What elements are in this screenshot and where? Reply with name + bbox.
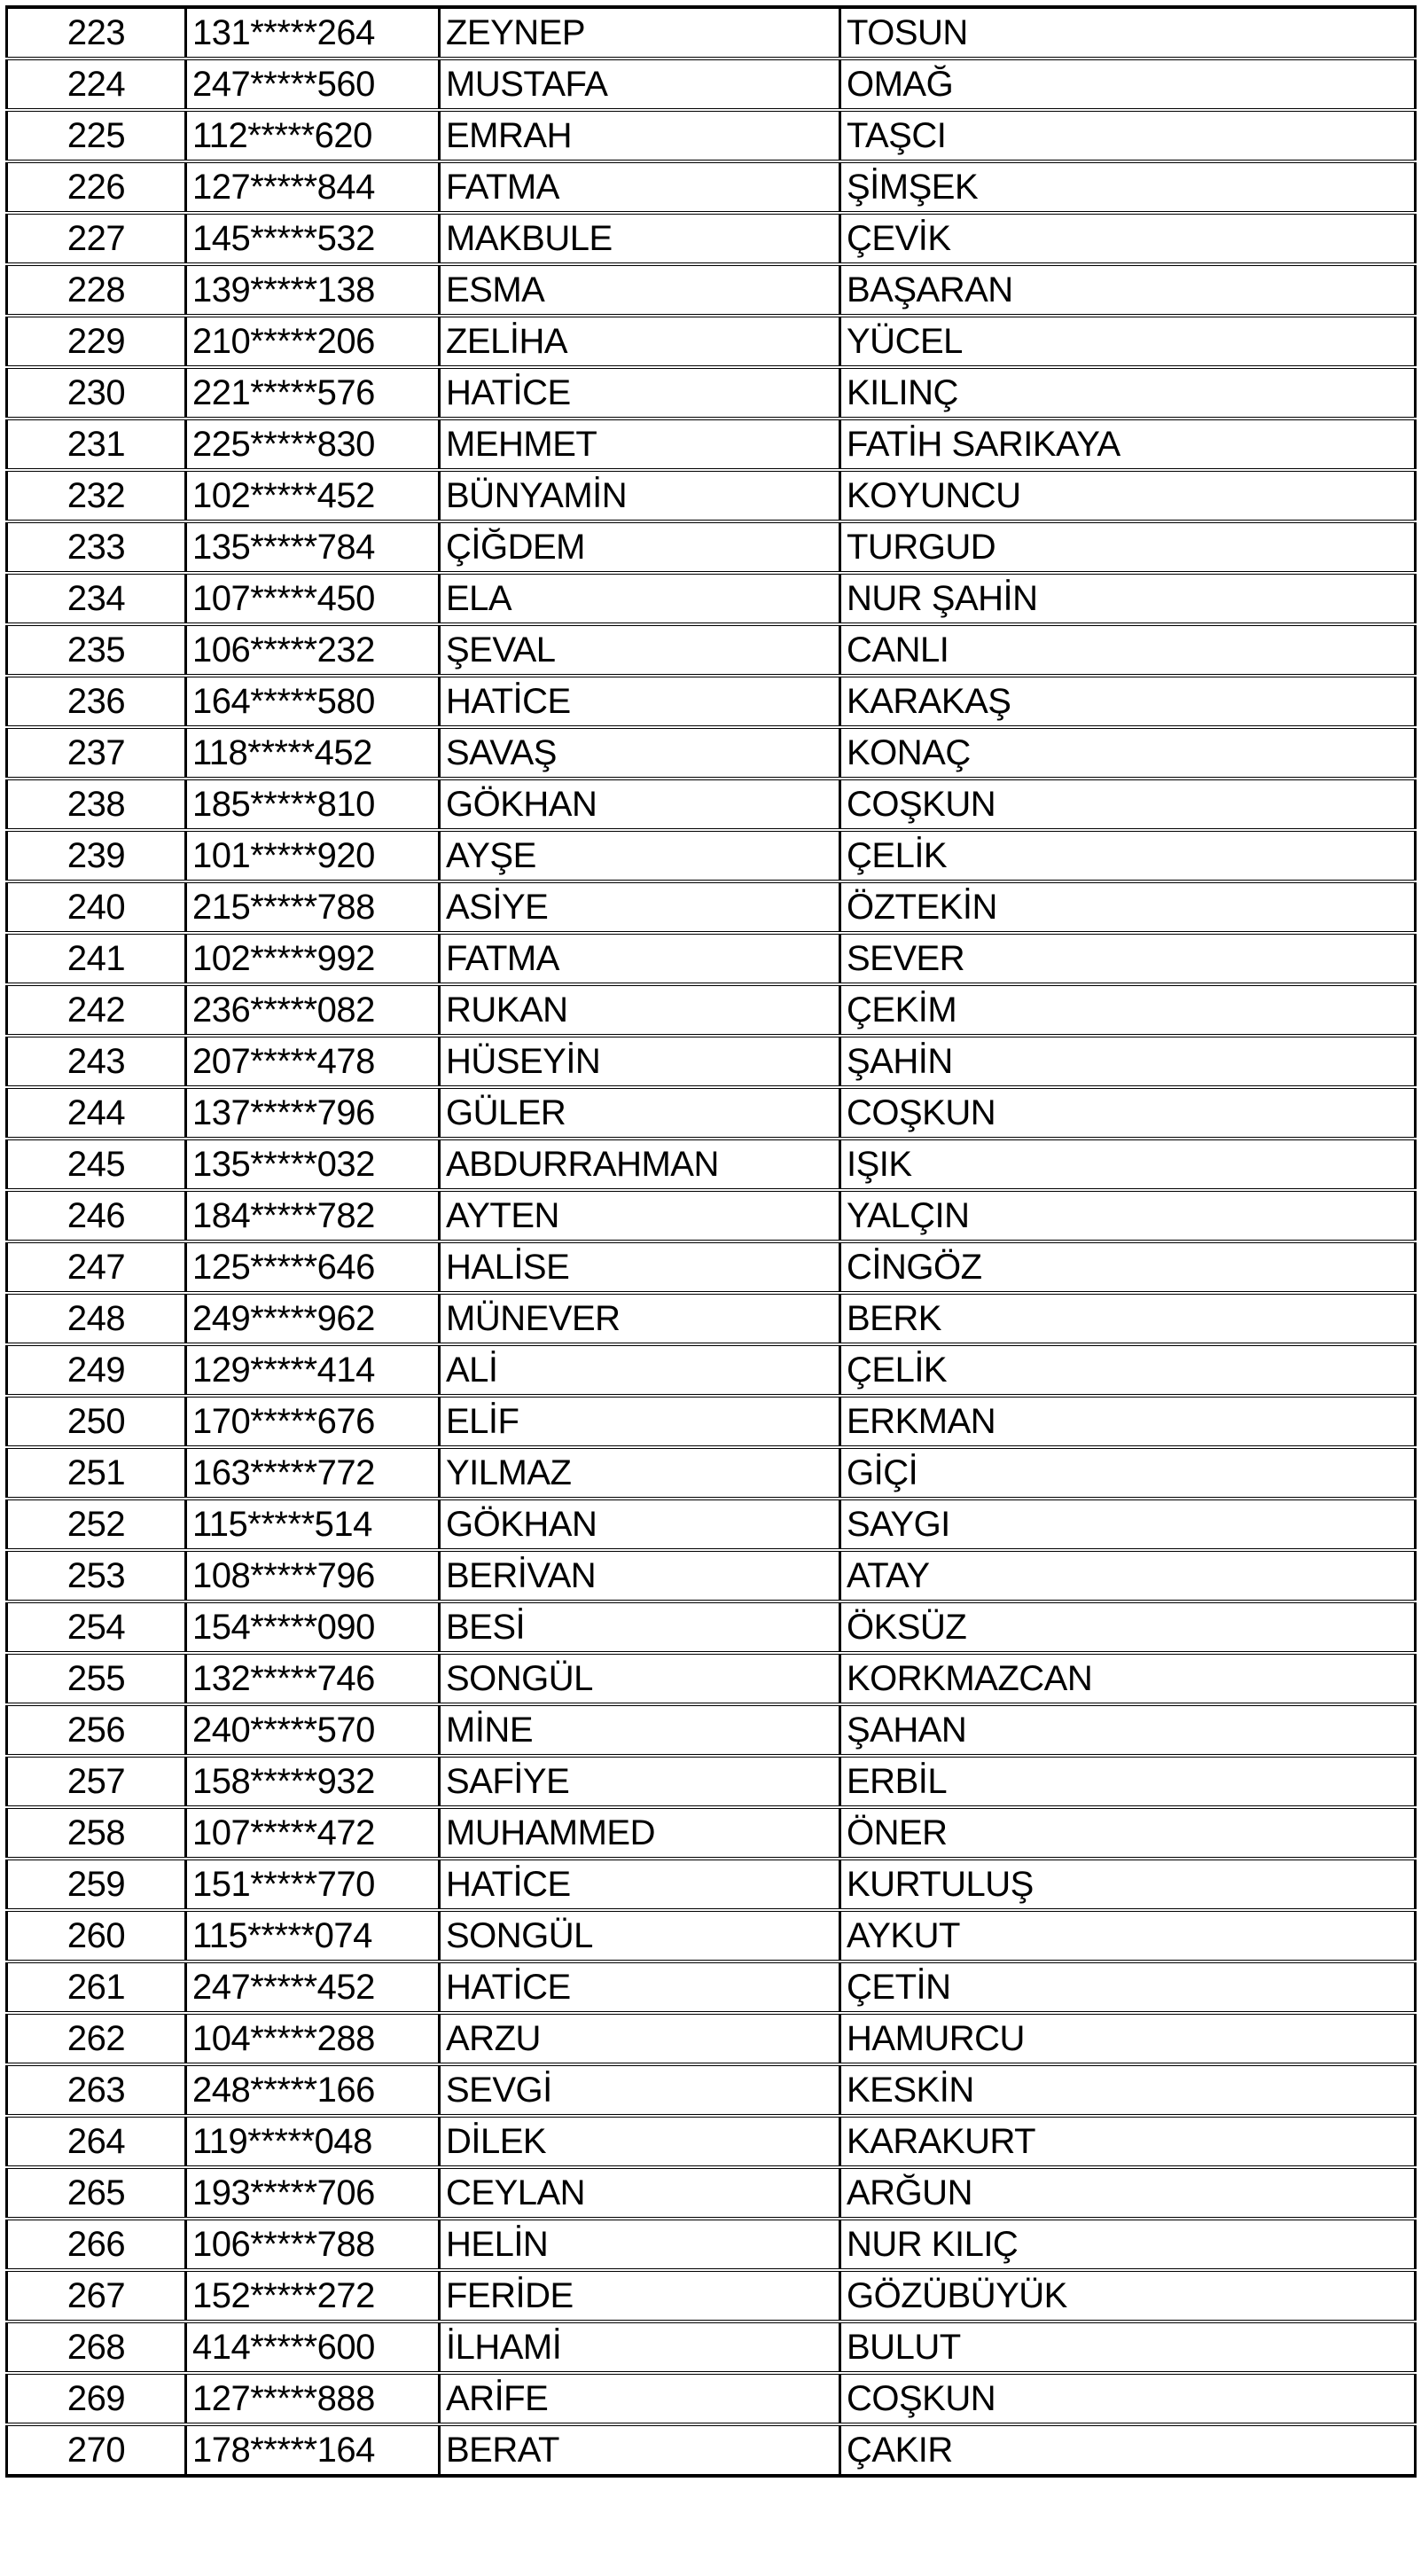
masked-id-cell: 115*****074: [186, 1910, 440, 1961]
table-row: [7, 7, 1416, 59]
table-row: [7, 573, 1416, 624]
masked-id-cell: 108*****796: [186, 1550, 440, 1601]
last-name-cell: KORKMAZCAN: [840, 1653, 1416, 1704]
table-row: [7, 1550, 1416, 1601]
table-row: [7, 2013, 1416, 2064]
last-name-cell: KURTULUŞ: [840, 1859, 1416, 1910]
row-number-cell: 235: [7, 624, 186, 676]
masked-id-cell: 118*****452: [186, 727, 440, 779]
last-name-cell: YALÇIN: [840, 1190, 1416, 1241]
row-number-cell: 260: [7, 1910, 186, 1961]
masked-id-cell: 135*****032: [186, 1139, 440, 1190]
row-number-cell: 252: [7, 1499, 186, 1550]
row-number-cell: 237: [7, 727, 186, 779]
table-row: [7, 470, 1416, 521]
last-name-cell: ÇAKIR: [840, 2424, 1416, 2476]
first-name-cell: ASİYE: [440, 881, 840, 933]
last-name-cell: ŞAHİN: [840, 1036, 1416, 1087]
row-number-cell: 266: [7, 2219, 186, 2270]
row-number-cell: 234: [7, 573, 186, 624]
table-row: [7, 316, 1416, 367]
last-name-cell: BULUT: [840, 2322, 1416, 2373]
table-row: [7, 2270, 1416, 2322]
first-name-cell: SEVGİ: [440, 2064, 840, 2116]
row-number-cell: 232: [7, 470, 186, 521]
masked-id-cell: 131*****264: [186, 7, 440, 59]
row-number-cell: 233: [7, 521, 186, 573]
masked-id-cell: 178*****164: [186, 2424, 440, 2476]
last-name-cell: TAŞCI: [840, 110, 1416, 161]
row-number-cell: 227: [7, 213, 186, 264]
masked-id-cell: 163*****772: [186, 1447, 440, 1499]
row-number-cell: 244: [7, 1087, 186, 1139]
first-name-cell: SAVAŞ: [440, 727, 840, 779]
masked-id-cell: 115*****514: [186, 1499, 440, 1550]
row-number-cell: 242: [7, 984, 186, 1036]
first-name-cell: FATMA: [440, 161, 840, 213]
row-number-cell: 256: [7, 1704, 186, 1756]
last-name-cell: TURGUD: [840, 521, 1416, 573]
first-name-cell: MEHMET: [440, 419, 840, 470]
first-name-cell: GÖKHAN: [440, 1499, 840, 1550]
first-name-cell: FATMA: [440, 933, 840, 984]
masked-id-cell: 221*****576: [186, 367, 440, 419]
row-number-cell: 226: [7, 161, 186, 213]
last-name-cell: ERBİL: [840, 1756, 1416, 1807]
table-row: [7, 1293, 1416, 1344]
table-row: [7, 110, 1416, 161]
first-name-cell: ARİFE: [440, 2373, 840, 2424]
masked-id-cell: 102*****992: [186, 933, 440, 984]
table-row: [7, 213, 1416, 264]
masked-id-cell: 119*****048: [186, 2116, 440, 2167]
masked-id-cell: 127*****888: [186, 2373, 440, 2424]
table-row: [7, 161, 1416, 213]
table-row: [7, 1036, 1416, 1087]
last-name-cell: ÇEVİK: [840, 213, 1416, 264]
last-name-cell: BAŞARAN: [840, 264, 1416, 316]
masked-id-cell: 102*****452: [186, 470, 440, 521]
first-name-cell: HATİCE: [440, 1859, 840, 1910]
table-row: [7, 1087, 1416, 1139]
last-name-cell: ÖKSÜZ: [840, 1601, 1416, 1653]
row-number-cell: 253: [7, 1550, 186, 1601]
table-row: [7, 2424, 1416, 2476]
table-row: [7, 984, 1416, 1036]
name-list-table: [5, 5, 1417, 2478]
table-row: [7, 2373, 1416, 2424]
first-name-cell: MAKBULE: [440, 213, 840, 264]
row-number-cell: 257: [7, 1756, 186, 1807]
masked-id-cell: 247*****452: [186, 1961, 440, 2013]
masked-id-cell: 414*****600: [186, 2322, 440, 2373]
last-name-cell: CANLI: [840, 624, 1416, 676]
last-name-cell: GİÇİ: [840, 1447, 1416, 1499]
first-name-cell: HATİCE: [440, 367, 840, 419]
row-number-cell: 269: [7, 2373, 186, 2424]
table-row: [7, 1961, 1416, 2013]
table-row: [7, 1807, 1416, 1859]
last-name-cell: KARAKURT: [840, 2116, 1416, 2167]
masked-id-cell: 164*****580: [186, 676, 440, 727]
first-name-cell: FERİDE: [440, 2270, 840, 2322]
table-row: [7, 1344, 1416, 1396]
first-name-cell: MÜNEVER: [440, 1293, 840, 1344]
first-name-cell: ALİ: [440, 1344, 840, 1396]
first-name-cell: SONGÜL: [440, 1910, 840, 1961]
last-name-cell: BERK: [840, 1293, 1416, 1344]
first-name-cell: ELİF: [440, 1396, 840, 1447]
last-name-cell: HAMURCU: [840, 2013, 1416, 2064]
row-number-cell: 230: [7, 367, 186, 419]
masked-id-cell: 106*****232: [186, 624, 440, 676]
last-name-cell: ÇEKİM: [840, 984, 1416, 1036]
last-name-cell: ÇETİN: [840, 1961, 1416, 2013]
last-name-cell: CİNGÖZ: [840, 1241, 1416, 1293]
last-name-cell: KESKİN: [840, 2064, 1416, 2116]
last-name-cell: AYKUT: [840, 1910, 1416, 1961]
table-row: [7, 1910, 1416, 1961]
masked-id-cell: 106*****788: [186, 2219, 440, 2270]
first-name-cell: HATİCE: [440, 1961, 840, 2013]
row-number-cell: 239: [7, 830, 186, 881]
table-row: [7, 521, 1416, 573]
first-name-cell: BESİ: [440, 1601, 840, 1653]
masked-id-cell: 137*****796: [186, 1087, 440, 1139]
table-row: [7, 2167, 1416, 2219]
first-name-cell: MİNE: [440, 1704, 840, 1756]
last-name-cell: SAYGI: [840, 1499, 1416, 1550]
last-name-cell: KOYUNCU: [840, 470, 1416, 521]
table-row: [7, 1601, 1416, 1653]
first-name-cell: BERİVAN: [440, 1550, 840, 1601]
masked-id-cell: 145*****532: [186, 213, 440, 264]
masked-id-cell: 125*****646: [186, 1241, 440, 1293]
first-name-cell: SONGÜL: [440, 1653, 840, 1704]
row-number-cell: 225: [7, 110, 186, 161]
table-row: [7, 419, 1416, 470]
last-name-cell: KONAÇ: [840, 727, 1416, 779]
masked-id-cell: 249*****962: [186, 1293, 440, 1344]
first-name-cell: CEYLAN: [440, 2167, 840, 2219]
table-row: [7, 830, 1416, 881]
table-row: [7, 1499, 1416, 1550]
row-number-cell: 223: [7, 7, 186, 59]
row-number-cell: 248: [7, 1293, 186, 1344]
masked-id-cell: 129*****414: [186, 1344, 440, 1396]
table-row: [7, 1756, 1416, 1807]
masked-id-cell: 210*****206: [186, 316, 440, 367]
row-number-cell: 255: [7, 1653, 186, 1704]
row-number-cell: 251: [7, 1447, 186, 1499]
row-number-cell: 261: [7, 1961, 186, 2013]
row-number-cell: 250: [7, 1396, 186, 1447]
masked-id-cell: 236*****082: [186, 984, 440, 1036]
first-name-cell: GÖKHAN: [440, 779, 840, 830]
masked-id-cell: 185*****810: [186, 779, 440, 830]
masked-id-cell: 104*****288: [186, 2013, 440, 2064]
table-row: [7, 1704, 1416, 1756]
masked-id-cell: 170*****676: [186, 1396, 440, 1447]
table-row: [7, 1653, 1416, 1704]
first-name-cell: ARZU: [440, 2013, 840, 2064]
first-name-cell: BÜNYAMİN: [440, 470, 840, 521]
row-number-cell: 267: [7, 2270, 186, 2322]
last-name-cell: NUR ŞAHİN: [840, 573, 1416, 624]
masked-id-cell: 107*****450: [186, 573, 440, 624]
masked-id-cell: 127*****844: [186, 161, 440, 213]
row-number-cell: 238: [7, 779, 186, 830]
masked-id-cell: 135*****784: [186, 521, 440, 573]
table-row: [7, 1190, 1416, 1241]
table-row: [7, 1396, 1416, 1447]
row-number-cell: 254: [7, 1601, 186, 1653]
last-name-cell: SEVER: [840, 933, 1416, 984]
row-number-cell: 259: [7, 1859, 186, 1910]
row-number-cell: 263: [7, 2064, 186, 2116]
first-name-cell: ÇİĞDEM: [440, 521, 840, 573]
masked-id-cell: 240*****570: [186, 1704, 440, 1756]
last-name-cell: COŞKUN: [840, 1087, 1416, 1139]
first-name-cell: ŞEVAL: [440, 624, 840, 676]
first-name-cell: GÜLER: [440, 1087, 840, 1139]
last-name-cell: ÖNER: [840, 1807, 1416, 1859]
table-row: [7, 1241, 1416, 1293]
last-name-cell: ŞİMŞEK: [840, 161, 1416, 213]
last-name-cell: ÇELİK: [840, 1344, 1416, 1396]
last-name-cell: ÇELİK: [840, 830, 1416, 881]
last-name-cell: IŞIK: [840, 1139, 1416, 1190]
row-number-cell: 245: [7, 1139, 186, 1190]
last-name-cell: OMAĞ: [840, 59, 1416, 110]
first-name-cell: HÜSEYİN: [440, 1036, 840, 1087]
table-row: [7, 1447, 1416, 1499]
table-row: [7, 367, 1416, 419]
first-name-cell: DİLEK: [440, 2116, 840, 2167]
table-row: [7, 727, 1416, 779]
row-number-cell: 268: [7, 2322, 186, 2373]
table-row: [7, 676, 1416, 727]
row-number-cell: 265: [7, 2167, 186, 2219]
last-name-cell: ŞAHAN: [840, 1704, 1416, 1756]
row-number-cell: 243: [7, 1036, 186, 1087]
table-row: [7, 59, 1416, 110]
table-row: [7, 2219, 1416, 2270]
masked-id-cell: 139*****138: [186, 264, 440, 316]
first-name-cell: MUHAMMED: [440, 1807, 840, 1859]
last-name-cell: COŞKUN: [840, 779, 1416, 830]
table-row: [7, 1859, 1416, 1910]
masked-id-cell: 215*****788: [186, 881, 440, 933]
table-body: [7, 7, 1416, 2476]
last-name-cell: FATİH SARIKAYA: [840, 419, 1416, 470]
first-name-cell: HALİSE: [440, 1241, 840, 1293]
masked-id-cell: 247*****560: [186, 59, 440, 110]
first-name-cell: MUSTAFA: [440, 59, 840, 110]
masked-id-cell: 193*****706: [186, 2167, 440, 2219]
first-name-cell: SAFİYE: [440, 1756, 840, 1807]
row-number-cell: 247: [7, 1241, 186, 1293]
first-name-cell: RUKAN: [440, 984, 840, 1036]
table-row: [7, 2116, 1416, 2167]
row-number-cell: 224: [7, 59, 186, 110]
table-row: [7, 881, 1416, 933]
masked-id-cell: 158*****932: [186, 1756, 440, 1807]
masked-id-cell: 107*****472: [186, 1807, 440, 1859]
first-name-cell: HATİCE: [440, 676, 840, 727]
row-number-cell: 228: [7, 264, 186, 316]
first-name-cell: EMRAH: [440, 110, 840, 161]
masked-id-cell: 225*****830: [186, 419, 440, 470]
first-name-cell: ESMA: [440, 264, 840, 316]
last-name-cell: ARĞUN: [840, 2167, 1416, 2219]
masked-id-cell: 151*****770: [186, 1859, 440, 1910]
table-row: [7, 933, 1416, 984]
first-name-cell: ZELİHA: [440, 316, 840, 367]
masked-id-cell: 248*****166: [186, 2064, 440, 2116]
last-name-cell: ATAY: [840, 1550, 1416, 1601]
last-name-cell: ERKMAN: [840, 1396, 1416, 1447]
first-name-cell: HELİN: [440, 2219, 840, 2270]
first-name-cell: AYTEN: [440, 1190, 840, 1241]
first-name-cell: ABDURRAHMAN: [440, 1139, 840, 1190]
row-number-cell: 241: [7, 933, 186, 984]
first-name-cell: İLHAMİ: [440, 2322, 840, 2373]
row-number-cell: 240: [7, 881, 186, 933]
first-name-cell: ELA: [440, 573, 840, 624]
last-name-cell: TOSUN: [840, 7, 1416, 59]
row-number-cell: 249: [7, 1344, 186, 1396]
row-number-cell: 264: [7, 2116, 186, 2167]
last-name-cell: COŞKUN: [840, 2373, 1416, 2424]
row-number-cell: 246: [7, 1190, 186, 1241]
row-number-cell: 270: [7, 2424, 186, 2476]
last-name-cell: ÖZTEKİN: [840, 881, 1416, 933]
first-name-cell: YILMAZ: [440, 1447, 840, 1499]
masked-id-cell: 112*****620: [186, 110, 440, 161]
row-number-cell: 262: [7, 2013, 186, 2064]
last-name-cell: KILINÇ: [840, 367, 1416, 419]
last-name-cell: GÖZÜBÜYÜK: [840, 2270, 1416, 2322]
table-row: [7, 779, 1416, 830]
row-number-cell: 231: [7, 419, 186, 470]
table-row: [7, 264, 1416, 316]
first-name-cell: AYŞE: [440, 830, 840, 881]
masked-id-cell: 152*****272: [186, 2270, 440, 2322]
masked-id-cell: 184*****782: [186, 1190, 440, 1241]
masked-id-cell: 154*****090: [186, 1601, 440, 1653]
last-name-cell: NUR KILIÇ: [840, 2219, 1416, 2270]
masked-id-cell: 207*****478: [186, 1036, 440, 1087]
last-name-cell: KARAKAŞ: [840, 676, 1416, 727]
masked-id-cell: 101*****920: [186, 830, 440, 881]
table-row: [7, 2064, 1416, 2116]
last-name-cell: YÜCEL: [840, 316, 1416, 367]
row-number-cell: 229: [7, 316, 186, 367]
table-row: [7, 2322, 1416, 2373]
first-name-cell: ZEYNEP: [440, 7, 840, 59]
row-number-cell: 258: [7, 1807, 186, 1859]
table-row: [7, 1139, 1416, 1190]
table-row: [7, 624, 1416, 676]
first-name-cell: BERAT: [440, 2424, 840, 2476]
row-number-cell: 236: [7, 676, 186, 727]
masked-id-cell: 132*****746: [186, 1653, 440, 1704]
